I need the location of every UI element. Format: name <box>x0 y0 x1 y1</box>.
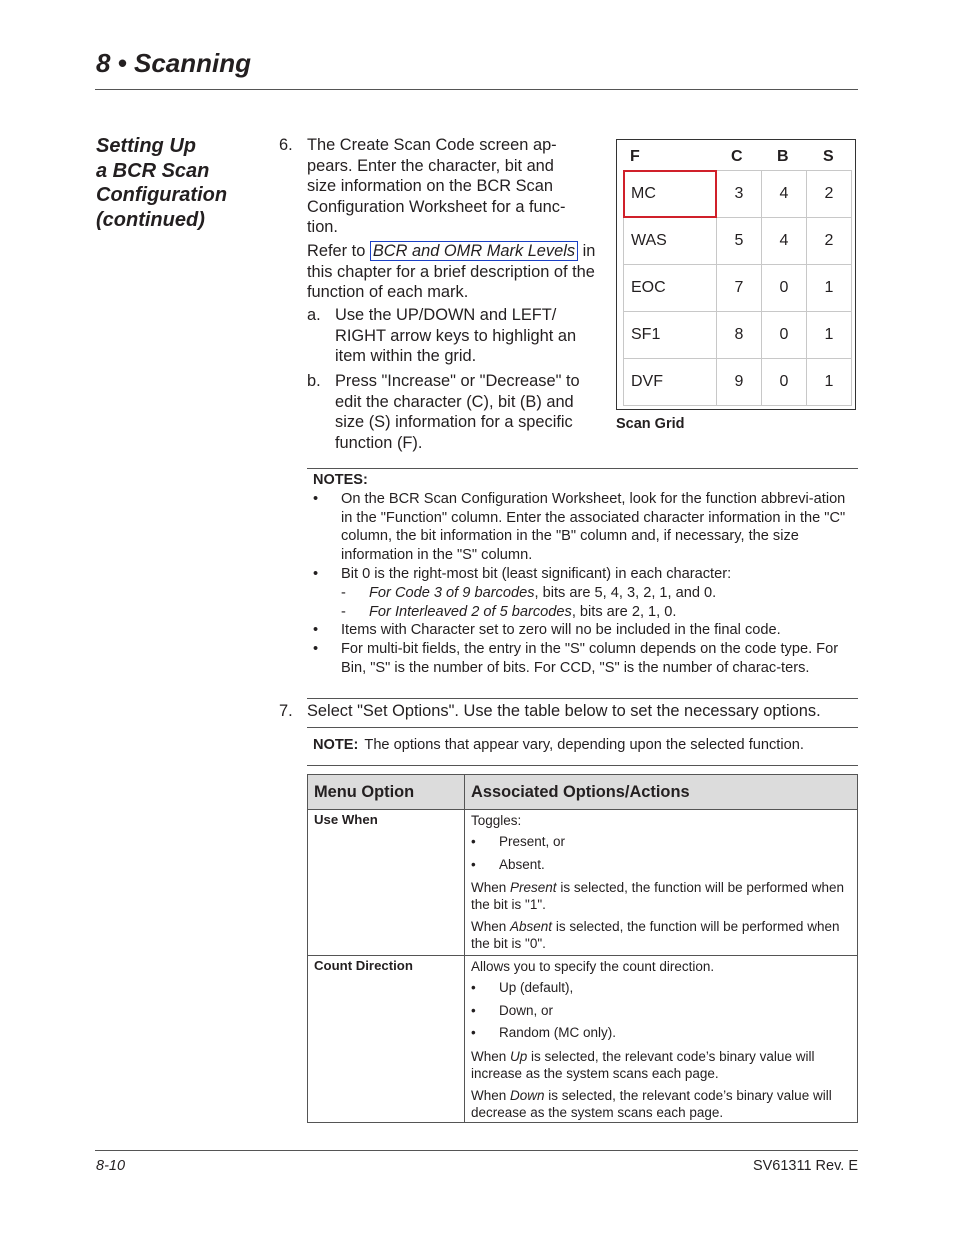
note-text: Bit 0 is the right-most bit (least significant) in each character: <box>341 566 732 582</box>
substep-label: b. <box>307 372 321 390</box>
desc-prefix: When <box>471 1049 511 1064</box>
desc-suffix: is selected, the function will be performed when the bit is "1". <box>471 880 844 912</box>
bullet-glyph: • <box>471 1025 476 1040</box>
option-description <box>471 918 851 952</box>
bullet-glyph: • <box>313 566 319 582</box>
option-intro: Allows you to specify the count direction. <box>471 959 715 974</box>
notes-bottom-rule <box>307 698 858 699</box>
bullet-glyph: • <box>313 641 319 657</box>
scan-grid <box>616 139 856 410</box>
row-divider <box>308 955 857 956</box>
note-label: NOTE: <box>313 737 359 753</box>
desc-prefix: When <box>471 880 511 895</box>
option-use-when: Use When <box>314 812 378 827</box>
reference-suffix: in this chapter for a brief description of the function of each mark. <box>307 242 596 301</box>
substep-text: Use the UP/DOWN and LEFT/ RIGHT arrow keys to highlight an item within the grid. <box>335 306 577 365</box>
desc-suffix: is selected, the function will be performed when the bit is "0". <box>471 919 840 951</box>
grid-value-cell[interactable]: 9 <box>716 358 762 406</box>
bcr-omr-mark-levels-link[interactable]: BCR and OMR Mark Levels <box>370 241 578 261</box>
section-title <box>96 134 227 232</box>
grid-value-cell[interactable]: 3 <box>716 170 762 218</box>
code-type: For Code 3 of 9 barcodes <box>369 585 535 601</box>
substep-label: a. <box>307 306 321 324</box>
grid-value-cell[interactable]: 5 <box>716 217 762 265</box>
page-number: 8-10 <box>96 1158 126 1174</box>
grid-header-s: S <box>823 148 834 165</box>
option-count-direction: Count Direction <box>314 958 413 973</box>
note-subitem-text <box>369 584 849 603</box>
bullet-glyph: • <box>471 1003 476 1018</box>
figure-caption: Scan Grid <box>616 416 685 432</box>
header-associated-options: Associated Options/Actions <box>471 783 690 801</box>
step-6-reference <box>307 241 597 303</box>
grid-function-cell[interactable]: MC <box>623 170 717 218</box>
option-intro: Toggles: <box>471 813 522 828</box>
step-text: The Create Scan Code screen ap-pears. Enter the character, bit and size information on the BCR Scan Configuration Worksheet for a func-tion. <box>307 136 566 236</box>
dash-glyph: - <box>341 604 346 620</box>
section-title-line: (continued) <box>96 208 205 231</box>
grid-value-cell[interactable]: 1 <box>806 311 852 359</box>
option-bullet-text: Up (default), <box>499 980 574 995</box>
reference-prefix: Refer to <box>307 242 370 260</box>
option-bullet-text: Present, or <box>499 834 566 849</box>
option-bullet-text: Random (MC only). <box>499 1025 617 1040</box>
dash-glyph: - <box>341 585 346 601</box>
step-number: 6. <box>279 136 293 154</box>
bullet-glyph: • <box>313 622 319 638</box>
section-title-line: a BCR Scan <box>96 159 210 182</box>
notes-top-rule <box>307 468 858 469</box>
note-text: Items with Character set to zero will no be included in the final code. <box>341 622 781 638</box>
grid-header-c: C <box>731 148 743 165</box>
note-text: The options that appear vary, depending upon the selected function. <box>364 737 804 753</box>
section-title-line: Configuration <box>96 184 228 206</box>
desc-prefix: When <box>471 919 511 934</box>
note-top-rule <box>307 727 858 728</box>
bullet-glyph: • <box>471 980 476 995</box>
grid-value-cell[interactable]: 1 <box>806 264 852 312</box>
grid-value-cell[interactable]: 8 <box>716 311 762 359</box>
note-subitem-text <box>369 603 849 622</box>
footer-rule <box>95 1150 858 1151</box>
column-divider <box>464 775 465 1122</box>
grid-value-cell[interactable]: 0 <box>761 311 807 359</box>
desc-value: Up <box>510 1049 528 1064</box>
bullet-glyph: • <box>313 491 319 507</box>
grid-function-cell[interactable]: EOC <box>623 264 717 312</box>
option-bullet-text: Down, or <box>499 1003 554 1018</box>
section-title-line: Setting Up <box>96 135 196 157</box>
desc-prefix: When <box>471 1088 511 1103</box>
note-text: For multi-bit fields, the entry in the "S" column depends on the code type. For Bin, "S" is the number of bits. For CCD, "S" is the number of charac-ters. <box>341 641 839 676</box>
desc-suffix: is selected, the relevant code’s binary value will decrease as the system scans each page. <box>471 1088 832 1120</box>
grid-value-cell[interactable]: 7 <box>716 264 762 312</box>
grid-header-b: B <box>777 148 789 165</box>
option-bullet-text: Absent. <box>499 857 545 872</box>
bit-list: , bits are 5, 4, 3, 2, 1, and 0. <box>534 585 717 601</box>
options-table <box>307 774 858 1123</box>
desc-value: Down <box>510 1088 545 1103</box>
header-rule <box>95 89 858 90</box>
grid-value-cell[interactable]: 2 <box>806 217 852 265</box>
bit-list: , bits are 2, 1, 0. <box>571 604 677 620</box>
grid-value-cell[interactable]: 1 <box>806 358 852 406</box>
grid-function-cell[interactable]: SF1 <box>623 311 717 359</box>
grid-function-cell[interactable]: WAS <box>623 217 717 265</box>
table-header-row <box>308 775 857 810</box>
desc-value: Present <box>510 880 557 895</box>
step-number: 7. <box>279 702 293 720</box>
code-type: For Interleaved 2 of 5 barcodes <box>369 604 572 620</box>
grid-header-f: F <box>630 148 640 165</box>
grid-selection-highlight <box>623 170 717 218</box>
note <box>313 737 804 753</box>
chapter-title: 8 • Scanning <box>96 48 252 78</box>
bullet-glyph: • <box>471 834 476 849</box>
substep-text: Press "Increase" or "Decrease" to edit the character (C), bit (B) and size (S) information for a specific function (F). <box>335 372 580 452</box>
note-text: On the BCR Scan Configuration Worksheet, look for the function abbrevi-ation in the "Function" column. Enter the associated character information in the "C" column, the bit information in the "B" column and, if necessary, the size information in the "S" column. <box>341 491 846 564</box>
grid-value-cell[interactable]: 0 <box>761 264 807 312</box>
option-description <box>471 879 851 913</box>
desc-suffix: is selected, the relevant code’s binary value will increase as the system scans each page. <box>471 1049 815 1081</box>
grid-value-cell[interactable]: 4 <box>761 217 807 265</box>
notes-title: NOTES: <box>313 472 368 488</box>
desc-value: Absent <box>510 919 553 934</box>
step-text: Select "Set Options". Use the table below to set the necessary options. <box>307 702 821 720</box>
grid-value-cell[interactable]: 2 <box>806 170 852 218</box>
grid-value-cell[interactable]: 4 <box>761 170 807 218</box>
grid-function-cell[interactable]: DVF <box>623 358 717 406</box>
option-description <box>471 1048 851 1082</box>
grid-value-cell[interactable]: 0 <box>761 358 807 406</box>
header-menu-option: Menu Option <box>314 783 415 801</box>
option-description <box>471 1087 851 1121</box>
document-id: SV61311 Rev. E <box>752 1158 858 1174</box>
note-bottom-rule <box>307 765 858 766</box>
bullet-glyph: • <box>471 857 476 872</box>
